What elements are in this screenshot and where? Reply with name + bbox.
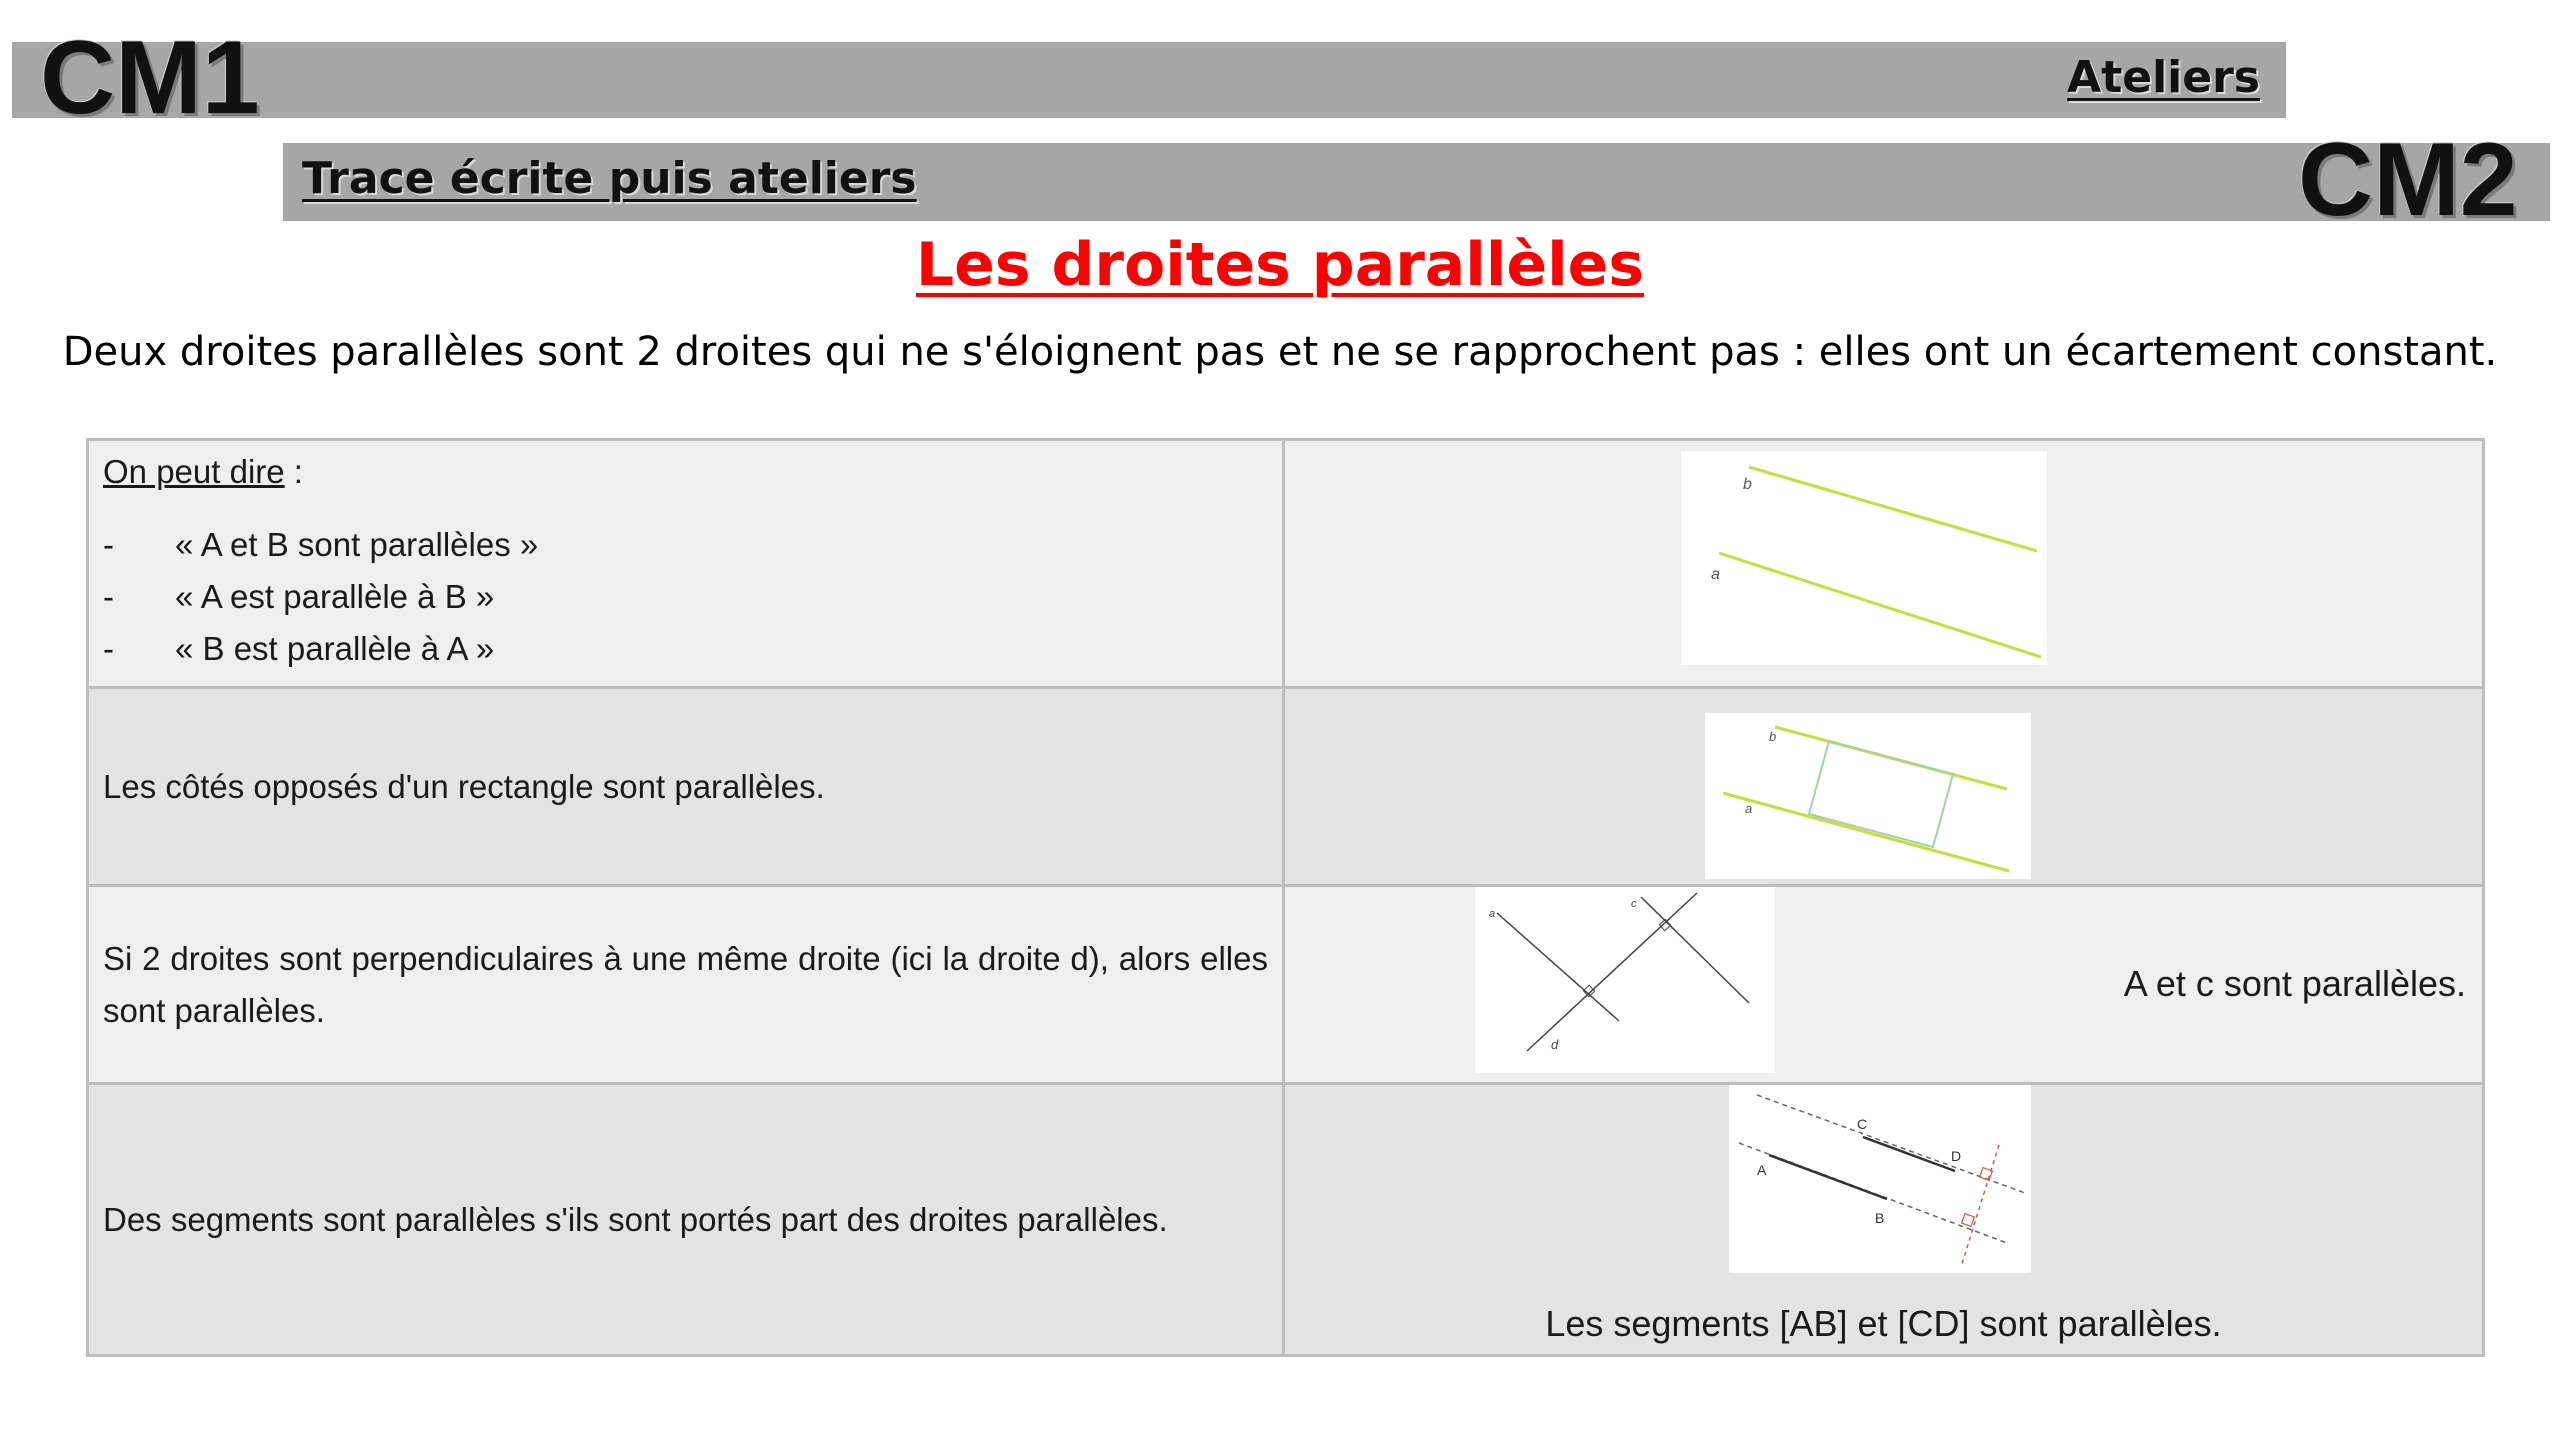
row1-figure-cell (1284, 440, 2484, 688)
label-C: C (1857, 1116, 1868, 1132)
level-cm1-label: CM1 (40, 20, 260, 136)
rectangle-figure (1705, 713, 2031, 879)
line-d (1527, 893, 1697, 1051)
label-b: b (1743, 476, 1752, 493)
label-c: c (1631, 898, 1637, 910)
row3-conclusion: A et c sont parallèles. (2123, 963, 2466, 1004)
right-angle-marker (1962, 1214, 1975, 1227)
definition-text: Deux droites parallèles sont 2 droites qui ne s'éloignent pas et ne se rapprochent pas : elles ont un écartement constant. (62, 329, 2498, 375)
row3-text-cell: Si 2 droites sont perpendiculaires à une même droite (ici la droite d), alors elles sont parallèles. (88, 886, 1284, 1084)
row4-figure-cell (1284, 1084, 2484, 1356)
label-a: a (1489, 908, 1496, 920)
statement-text: « A et B sont parallèles » (175, 525, 539, 563)
label-A: A (1757, 1162, 1767, 1178)
label-D: D (1951, 1148, 1962, 1164)
bullet-dash: - (103, 525, 114, 563)
statement-list (103, 519, 1268, 675)
label-b: b (1769, 729, 1777, 744)
perpendicular-figure (1475, 887, 1775, 1073)
line-c (1641, 897, 1749, 1003)
intro-colon: : (284, 452, 303, 490)
intro-underlined: On peut dire (103, 452, 285, 490)
row3-figure-cell (1284, 886, 2484, 1084)
statement-text: « A est parallèle à B » (175, 577, 495, 615)
trace-ecrite-label: Trace écrite puis ateliers (302, 153, 917, 204)
label-B: B (1875, 1210, 1885, 1226)
rules-table (86, 438, 2485, 1357)
label-a: a (1711, 566, 1720, 583)
row4-text-cell: Des segments sont parallèles s'ils sont portés part des droites parallèles. (88, 1084, 1284, 1356)
ateliers-label: Ateliers (2067, 52, 2260, 103)
segments-figure (1729, 1085, 2031, 1273)
row4-conclusion: Les segments [AB] et [CD] sont parallèles. (1545, 1303, 2222, 1344)
row1-intro (103, 453, 1268, 491)
level-cm2-label: CM2 (2298, 122, 2518, 238)
bullet-dash: - (103, 577, 114, 615)
line-b (1749, 467, 2037, 551)
perpendicular-dashed-line (1961, 1145, 1999, 1267)
table-row (88, 688, 2484, 886)
bullet-dash: - (103, 629, 114, 667)
page-title: Les droites parallèles (915, 230, 1645, 300)
rectangle-shape (1809, 741, 1953, 847)
label-d: d (1551, 1037, 1559, 1052)
list-item (103, 571, 1268, 623)
segment-cd (1863, 1137, 1955, 1171)
line-a (1497, 913, 1619, 1021)
table-row (88, 1084, 2484, 1356)
line-a (1719, 553, 2041, 657)
top-band-cm1 (12, 42, 2286, 118)
table-row (88, 886, 2484, 1084)
table-row (88, 440, 2484, 688)
list-item (103, 519, 1268, 571)
label-a: a (1745, 801, 1753, 816)
parallel-lines-figure (1681, 451, 2047, 665)
line-a (1723, 793, 2009, 871)
segment-ab (1769, 1155, 1887, 1199)
list-item (103, 623, 1268, 675)
row2-text-cell: Les côtés opposés d'un rectangle sont parallèles. (88, 688, 1284, 886)
row2-figure-cell (1284, 688, 2484, 886)
statement-text: « B est parallèle à A » (175, 629, 495, 667)
row1-text-cell (88, 440, 1284, 688)
